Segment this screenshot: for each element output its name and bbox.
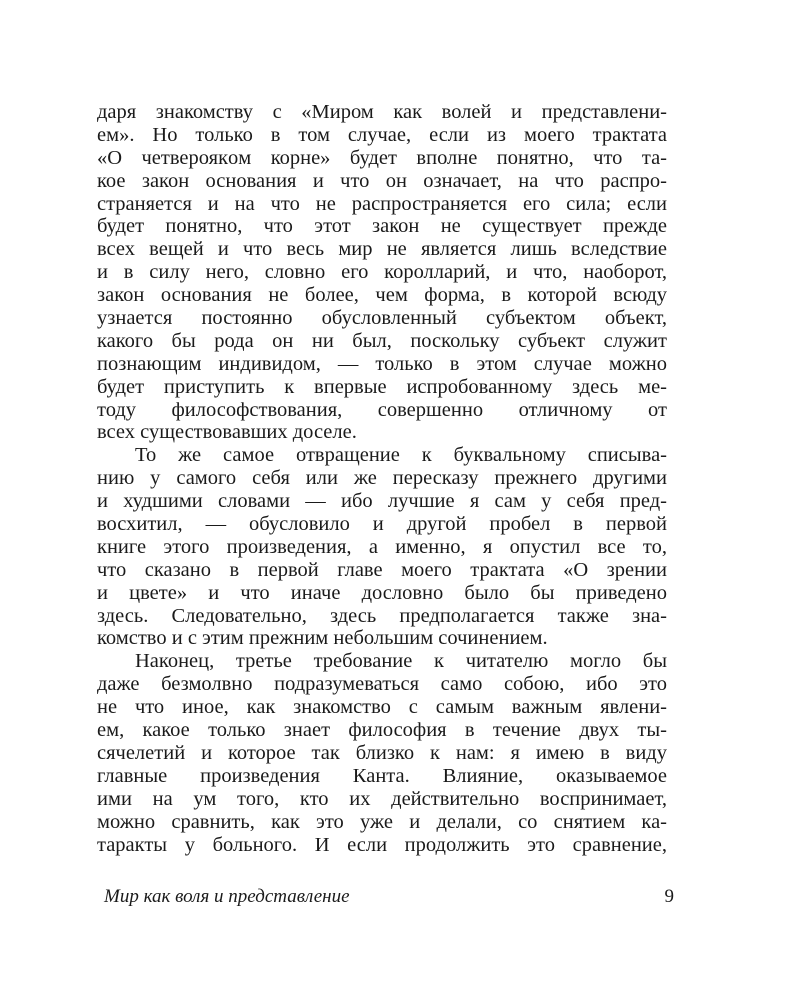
text-line: главные произведения Канта. Влияние, оказываемое bbox=[97, 764, 667, 787]
text-line: тоду философствования, совершенно отличному от bbox=[97, 398, 667, 421]
text-line: и худшими словами — ибо лучшие я сам у себя пред- bbox=[97, 490, 667, 513]
text-line: что сказано в первой главе моего трактата «О зрении bbox=[97, 558, 667, 581]
page-number: 9 bbox=[664, 886, 674, 907]
text-line: и цвете» и что иначе дословно было бы приведено bbox=[97, 581, 667, 604]
text-line: познающим индивидом, — только в этом случае можно bbox=[97, 352, 667, 375]
text-line: таракты у больного. И если продолжить это сравнение, bbox=[97, 833, 667, 856]
text-line: можно сравнить, как это уже и делали, со снятием ка- bbox=[97, 810, 667, 833]
text-line: будет понятно, что этот закон не существует прежде bbox=[97, 215, 667, 238]
text-line: нию у самого себя или же пересказу прежнего другими bbox=[97, 467, 667, 490]
text-line: не что иное, как знакомство с самым важным явлени- bbox=[97, 696, 667, 719]
text-line: кое закон основания и что он означает, на что распро- bbox=[97, 169, 667, 192]
text-line: всех вещей и что весь мир не является лишь вследствие bbox=[97, 238, 667, 261]
running-title: Мир как воля и представление bbox=[104, 886, 350, 907]
text-line: «О четвероякoм корне» будет вполне понятно, что та- bbox=[97, 146, 667, 169]
page-footer bbox=[104, 886, 674, 912]
text-line: будет приступить к впервые испробованному здесь ме- bbox=[97, 375, 667, 398]
text-line: здесь. Следовательно, здесь предполагается также зна- bbox=[97, 604, 667, 627]
text-line: книге этого произведения, а именно, я опустил все то, bbox=[97, 535, 667, 558]
text-line: ими на ум того, кто их действительно воспринимает, bbox=[97, 787, 667, 810]
paragraph-start-line: То же самое отвращение к буквальному списыва- bbox=[135, 444, 667, 467]
body-text bbox=[97, 101, 667, 856]
paragraph-end-line: комство и с этим прежним небольшим сочинением. bbox=[97, 627, 548, 650]
text-line: страняется и на что не распространяется его сила; если bbox=[97, 192, 667, 215]
paragraph-start-line: Наконец, третье требование к читателю могло бы bbox=[135, 650, 667, 673]
paragraph-end-line: всех существовавших доселе. bbox=[97, 421, 357, 444]
text-line: какого бы рода он ни был, поскольку субъект служит bbox=[97, 329, 667, 352]
text-line: сячелетий и которое так близко к нам: я имею в виду bbox=[97, 741, 667, 764]
text-line: ем, какое только знает философия в течение двух ты- bbox=[97, 719, 667, 742]
text-line: даря знакомству с «Миром как волей и представлени- bbox=[97, 101, 667, 123]
text-line: ем». Но только в том случае, если из моего трактата bbox=[97, 123, 667, 146]
text-line: узнается постоянно обусловленный субъектом объект, bbox=[97, 307, 667, 330]
text-line: закон основания не более, чем форма, в которой всюду bbox=[97, 284, 667, 307]
text-line: даже безмолвно подразумеваться само собою, ибо это bbox=[97, 673, 667, 696]
text-line: восхитил, — обусловило и другой пробел в первой bbox=[97, 513, 667, 536]
text-line: и в силу него, словно его королларий, и что, наоборот, bbox=[97, 261, 667, 284]
